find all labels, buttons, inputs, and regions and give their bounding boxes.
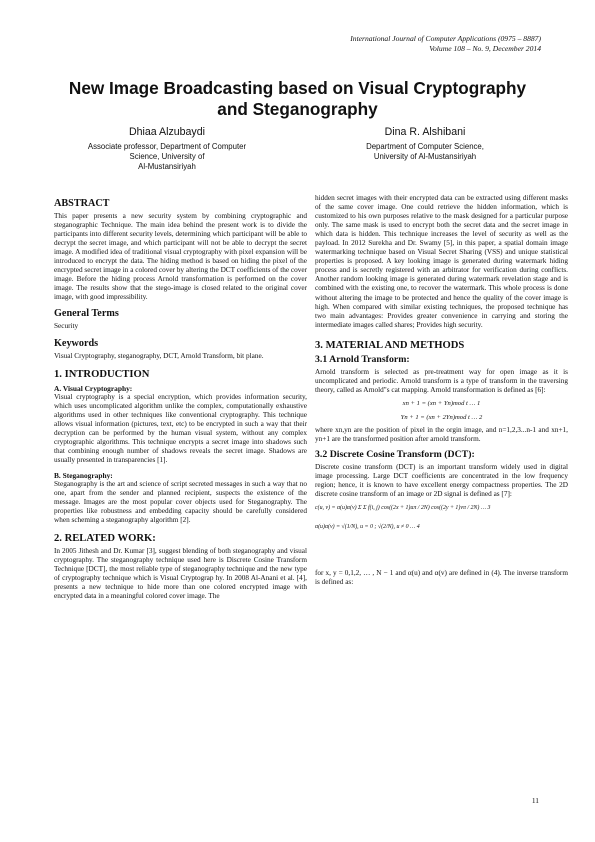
paragraph: In 2005 Jithesh and Dr. Kumar [3], suggest blending of both steganography and visual cryptography. The steganography technique used here is Discrete Cosine Transform Technique [DCT], the most reliable type of steganography technique and the new type of cryptography technique which is Visual Cryptograp hy. In 2008 Al-Anani et al. [4], presents a new technique to hide more than one colored encrypted image with encrypted data in a meaningful colored cover image. The [54, 547, 307, 601]
subsection-heading: B. Steganography: [54, 470, 113, 480]
paragraph: Discrete cosine transform (DCT) is an important transform widely used in digital image processing. Large DCT coefficients are concentrated in the low frequency region; hence, it is known to have excellent energy compactness properties. The 2D discrete cosine transform of an image or 2D signal is defined as [7]: [315, 462, 568, 499]
journal-volume: Volume 108 – No. 9, December 2014 [429, 43, 541, 53]
author-name: Dina R. Alshibani [384, 126, 466, 138]
right-column [315, 194, 568, 587]
left-column [54, 198, 307, 601]
methods-heading: 3. MATERIAL AND METHODS [315, 339, 465, 351]
author-name: Dhiaa Alzubaydi [129, 126, 205, 138]
section-heading: 3.2 Discrete Cosine Transform (DCT): [315, 448, 475, 460]
equation-4: α(u)α(v) = √(1/N), u = 0 ; √(2/N), u ≠ 0 … 4 [315, 524, 420, 531]
author-affiliation: Associate professor, Department of Computer [87, 142, 247, 151]
title-line-2: and Steganography [217, 99, 378, 119]
dct-equations [315, 503, 568, 565]
abstract-heading: ABSTRACT [54, 198, 110, 209]
equation-3: c(u, v) = α(u)α(v) Σ Σ f(i, j) cos((2x + 1)uπ / 2N) cos((2y + 1)vπ / 2N) … 3 [315, 505, 491, 512]
paragraph: where xn,yn are the position of pixel in the orgin image, and n=1,2,3...n-1 and xn+1, yn+1 are the transformed position after arnold transform. [315, 425, 568, 443]
author-2 [305, 126, 545, 162]
section-heading: 3.1 Arnold Transform: [315, 353, 410, 365]
related-work-heading: 2. RELATED WORK: [54, 533, 156, 545]
paragraph: Arnold transform is selected as pre-treatment way for open image as it is uncomplicated and periodic. Arnold transform is a type of transform in the traversing theory, called as Arnold"s cat mapping. Arnold transformation is defined as [6]: [315, 367, 568, 394]
author-affiliation: Science, University of [129, 152, 205, 162]
introduction-heading: 1. INTRODUCTION [54, 368, 150, 380]
title-line-1: New Image Broadcasting based on Visual Cryptography [68, 78, 527, 98]
keywords-heading: Keywords [54, 337, 99, 349]
general-terms-heading: General Terms [54, 308, 119, 320]
page-number: 11 [531, 796, 539, 805]
subsection-heading: A. Visual Cryptography: [54, 383, 133, 393]
paragraph: Visual cryptography is a special encryption, which provides information security, which uses uncomplicated algorithm unlike the complex, computationally exhaustive algorithms used in other techniques like conventional cryptography. This technique allows visual information (pictures, text, etc) to be encrypted in such a way that their decryption can be performed by the human visual system, without any complex cryptographic algorithms. This technique encrypts a secret image into shadows such that combining enough number of shadows reveals the secret image. Shadows are usually presented in transparencies [1]. [54, 392, 307, 464]
keywords-text: Visual Cryptography, steganography, DCT, Arnold Transform, bit plane. [54, 351, 264, 360]
equation-2: Yn + 1 = (xn + 2Yn)mod t … 2 [400, 413, 483, 421]
paragraph: hidden secret images with their encrypted data can be extracted using different masks of the same cover image. One could retrieve the hidden information, which is customized to his own purposes relative to the mask designed for a particular purpose only. The same mask is used to encrypt both the secret data and the secret image in which data is hidden. This technique increases the level of security as well as the payload. In 2012 Surekha and Dr. Swamy [5], in this paper, a spatial domain image watermarking technique based on Visual Secret Sharing (VSS) and unique statistical properties is proposed. A key looking image is generated during watermark hiding process and is secretly registered with an arbitrator for verification during conflicts. Another random looking image is generated during watermark revelation stage and is combined with the existing one, to recover the watermark. This whole process is done without altering the image to be protected and hence the quality of the cover image is high. When compared with similar existing techniques, the proposed technique has two main advantages: Provides greater convenience in carrying and storing the intermediate images called shares; Provides high security. [315, 194, 568, 329]
author-affiliation: Department of Computer Science, [366, 142, 484, 151]
author-1 [47, 126, 287, 173]
author-affiliation: Al-Mustansiriyah [138, 162, 196, 172]
abstract-text: This paper presents a new security system by combining cryptographic and steganographic Technique. The main idea behind the present work is to divide the participants into different security levels, determining which participant will be able to decrypt the secret image, and which participant will not be able to decrypt the secret image. A modified idea of traditional visual cryptography with pixel expansion will be introduced to encrypt the data. The hiding method is based on hiding the pixel of the encrypted secret image in a colored cover by altering the DCT coefficients of the cover image. Before the hiding process Arnold transformation is performed on the cover image. The results show that the stego-image is closed related to the original cover image, with good impressibility. [54, 212, 307, 302]
journal-header [350, 34, 541, 53]
equation-1: xn + 1 = (xn + Yn)mod t … 1 [402, 399, 481, 407]
journal-name: International Journal of Computer Applications (0975 – 8887) [350, 34, 541, 43]
author-affiliation: University of Al-Mustansiriyah [373, 152, 477, 162]
paragraph: Steganography is the art and science of script secreted messages in such a way that no one, apart from the sender and planned recipient, suspects the existence of the message. Images are the most popular cover objects used for Steganography. The properties like robustness and embedding capacity should be carefully considered when scheming a steganography algorithm [2]. [54, 479, 307, 525]
paragraph: for x, y = 0,1,2, … , N − 1 and α(u) and α(v) are defined in (4). The inverse transform is defined as: [315, 569, 568, 587]
general-terms-text: Security [54, 322, 79, 331]
paper-title [40, 78, 555, 120]
